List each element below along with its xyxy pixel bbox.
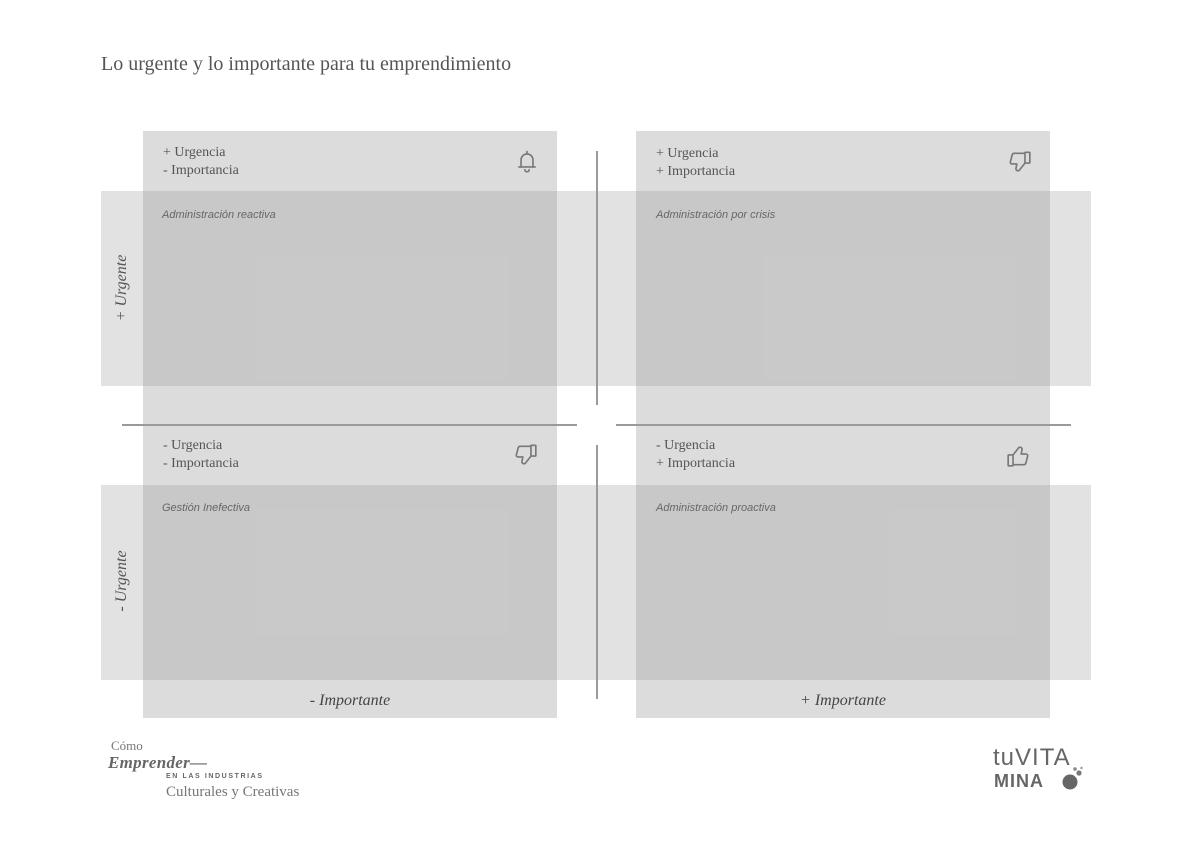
thumbs-down-icon xyxy=(512,442,538,468)
quadrant-importance-label: - Importancia xyxy=(163,455,239,471)
axis-label-minus-urgent: - Urgente xyxy=(113,550,130,612)
quadrant-heading xyxy=(163,437,239,472)
page-title: Lo urgente y lo importante para tu emprendimiento xyxy=(101,53,512,75)
quadrant-description: Administración proactiva xyxy=(656,502,776,514)
quadrant-importance-label: + Importancia xyxy=(656,163,736,179)
vertical-divider-top xyxy=(596,151,598,405)
bell-icon xyxy=(514,148,540,174)
tuvitamina-logo xyxy=(993,746,1089,796)
logo-text-emprender: Emprender— xyxy=(108,753,208,772)
logo-dots-icon xyxy=(1061,765,1085,791)
quadrant-urgency-label: - Urgencia xyxy=(163,438,223,453)
logo-text-tuvita: tuVITA xyxy=(993,744,1071,771)
axis-label-plus-important: + Importante xyxy=(800,692,886,709)
quadrant-importance-label: + Importancia xyxy=(656,455,736,471)
thumbs-up-icon xyxy=(1006,443,1032,469)
horizontal-divider-right xyxy=(616,424,1071,426)
logo-text-como: Cómo xyxy=(111,738,143,753)
thumbs-down-icon xyxy=(1006,149,1032,175)
quadrant-heading xyxy=(656,437,735,472)
axis-label-plus-urgent: + Urgente xyxy=(113,254,130,322)
quadrant-heading xyxy=(163,144,239,179)
logo-text-industrias: EN LAS INDUSTRIAS xyxy=(166,773,264,780)
quadrant-urgency-label: - Urgencia xyxy=(656,438,716,453)
como-emprender-logo xyxy=(108,738,348,808)
vertical-divider-bottom xyxy=(596,445,598,699)
quadrant-description: Administración por crisis xyxy=(656,209,776,221)
axis-label-minus-important: - Importante xyxy=(309,692,391,709)
horizontal-divider-left xyxy=(122,424,577,426)
quadrant-urgency-label: + Urgencia xyxy=(163,145,226,160)
logo-text-culturales: Culturales y Creativas xyxy=(166,784,300,800)
quadrant-importance-label: - Importancia xyxy=(163,162,239,178)
quadrant-urgency-label: + Urgencia xyxy=(656,146,719,161)
quadrant-heading xyxy=(656,145,735,180)
quadrant-description: Gestión Inefectiva xyxy=(162,502,251,514)
quadrant-description: Administración reactiva xyxy=(162,209,276,221)
logo-text-mina: MINA xyxy=(994,771,1044,791)
